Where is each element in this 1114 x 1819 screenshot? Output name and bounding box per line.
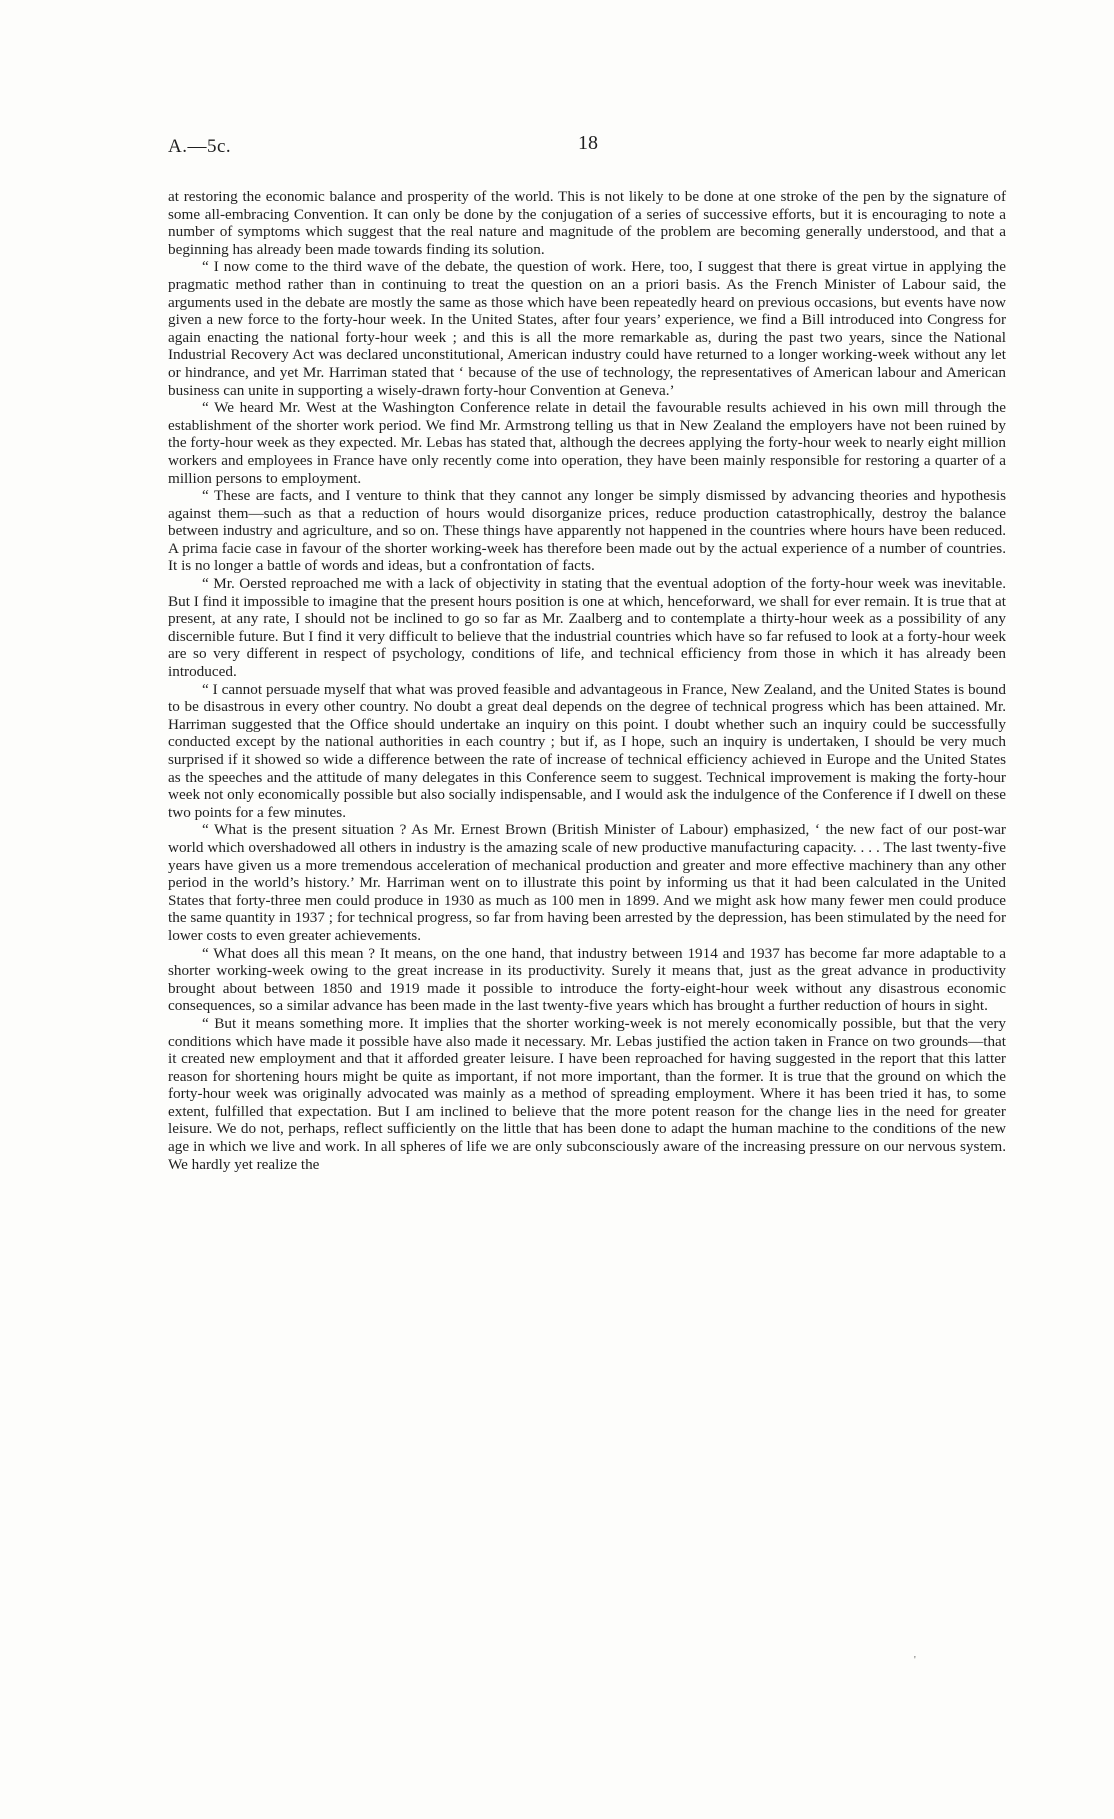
paragraph: at restoring the economic balance and prosperity of the world. This is not likely to be done at one stroke of the pen by the signature of some all-embracing Convention. It can only be done by the conjugation of a series of successive efforts, but it is encouraging to note a number of symptoms which suggest that the real nature and magnitude of the problem are becoming generally understood, and that a beginning has already been made towards finding its solution.: [168, 188, 1006, 258]
paragraph: “ We heard Mr. West at the Washington Conference relate in detail the favourable results achieved in his own mill through the establishment of the shorter work period. We find Mr. Armstrong telling us that in New Zealand the employers have not been ruined by the forty-hour week as they expected. Mr. Lebas has stated that, although the decrees applying the forty-hour week to nearly eight million workers and employees in France have only recently come into operation, they have been mainly responsible for restoring a quarter of a million persons to employment.: [168, 399, 1006, 487]
document-reference: A.—5c.: [168, 136, 232, 157]
paragraph: “ What does all this mean ? It means, on the one hand, that industry between 1914 and 1937 has become far more adaptable to a shorter working-week owing to the great increase in its productivity. Surely it means that, just as the great advance in productivity brought about between 1850 and 1919 made it possible to introduce the forty-eight-hour week without any disastrous economic consequences, so a similar advance has been made in the last twenty-five years which has brought a further reduction of hours in sight.: [168, 944, 1006, 1015]
paragraph: “ I now come to the third wave of the debate, the question of work. Here, too, I suggest that there is great virtue in applying the pragmatic method rather than in continuing to treat the question on an a priori basis. As the French Minister of Labour said, the arguments used in the debate are mostly the same as those which have been repeatedly heard on previous occasions, but events have now given a new force to the forty-hour week. In the United States, after four years’ experience, we find a Bill introduced into Congress for again enacting the national forty-hour week ; and this is all the more remarkable as, during the past two years, since the National Industrial Recovery Act was declared unconstitutional, American industry could have returned to a longer working-week without any let or hindrance, and yet Mr. Harriman stated that ‘ because of the use of technology, the representatives of American labour and American business can unite in supporting a wisely-drawn forty-hour Convention at Geneva.’: [168, 258, 1006, 399]
paragraph: “ Mr. Oersted reproached me with a lack of objectivity in stating that the eventual adoption of the forty-hour week was inevitable. But I find it impossible to imagine that the present hours position is one at which, henceforward, we shall for ever remain. It is true that at present, at any rate, I should not be inclined to go so far as Mr. Zaalberg and to contemplate a thirty-hour week as a possibility of any discernible future. But I find it very difficult to believe that the industrial countries which have so far refused to look at a forty-hour week are so very different in respect of psychology, conditions of life, and technical efficiency from those in which it has already been introduced.: [168, 575, 1006, 681]
page-number: 18: [578, 132, 598, 154]
paragraph: “ These are facts, and I venture to think that they cannot any longer be simply dismissed by advancing theories and hypothesis against them—such as that a reduction of hours would disorganize prices, reduce production catastrophically, destroy the balance between industry and agriculture, and so on. These things have apparently not happened in the countries where hours have been reduced. A prima facie case in favour of the shorter working-week has therefore been made out by the actual experience of a number of countries. It is no longer a battle of words and ideas, but a confrontation of facts.: [168, 487, 1006, 575]
paragraph: “ But it means something more. It implies that the shorter working-week is not merely economically possible, but that the very conditions which have made it possible have also made it necessary. Mr. Lebas justified the action taken in France on two grounds—that it created new employment and that it afforded greater leisure. I have been reproached for having suggested in the report that this latter reason for shortening hours might be quite as important, if not more important, than the former. It is true that the ground on which the forty-hour week was originally advocated was mainly as a method of spreading employment. Where it has been tried it has, to some extent, fulfilled that expectation. But I am inclined to believe that the more potent reason for the change lies in the need for greater leisure. We do not, perhaps, reflect sufficiently on the little that has been done to adapt the human machine to the conditions of the new age in which we live and work. In all spheres of life we are only subconsciously aware of the increasing pressure on our nervous system. We hardly yet realize the: [168, 1014, 1006, 1173]
paragraph: “ What is the present situation ? As Mr. Ernest Brown (British Minister of Labour) emphasized, ‘ the new fact of our post-war world which overshadowed all others in industry is the amazing scale of new productive manufacturing capacity. . . . The last twenty-five years have given us a more tremendous acceleration of mechanical production and greater and more effective machinery than any other period in the world’s history.’ Mr. Harriman went on to illustrate this point by informing us that it had been calculated in the United States that forty-three men could produce in 1930 as much as 100 men in 1899. And we might ask how many fewer men could produce the same quantity in 1937 ; for technical progress, so far from having been arrested by the depression, has been stimulated by the need for lower costs to even greater achievements.: [168, 821, 1006, 944]
body-text: [168, 188, 1006, 1173]
stray-ink-mark: ': [914, 1655, 916, 1666]
paragraph: “ I cannot persuade myself that what was proved feasible and advantageous in France, New Zealand, and the United States is bound to be disastrous in every other country. No doubt a great deal depends on the degree of technical progress which has been attained. Mr. Harriman suggested that the Office should undertake an inquiry on this point. I doubt whether such an inquiry could be successfully conducted except by the national authorities in each country ; but if, as I hope, such an inquiry is undertaken, I should be very much surprised if it showed so wide a difference between the rate of increase of technical efficiency achieved in Europe and the United States as the speeches and the attitude of many delegates in this Conference seem to suggest. Technical improvement is making the forty-hour week not only economically possible but also socially indispensable, and I would ask the indulgence of the Conference if I dwell on these two points for a few minutes.: [168, 680, 1006, 821]
page-header: [168, 132, 1006, 162]
